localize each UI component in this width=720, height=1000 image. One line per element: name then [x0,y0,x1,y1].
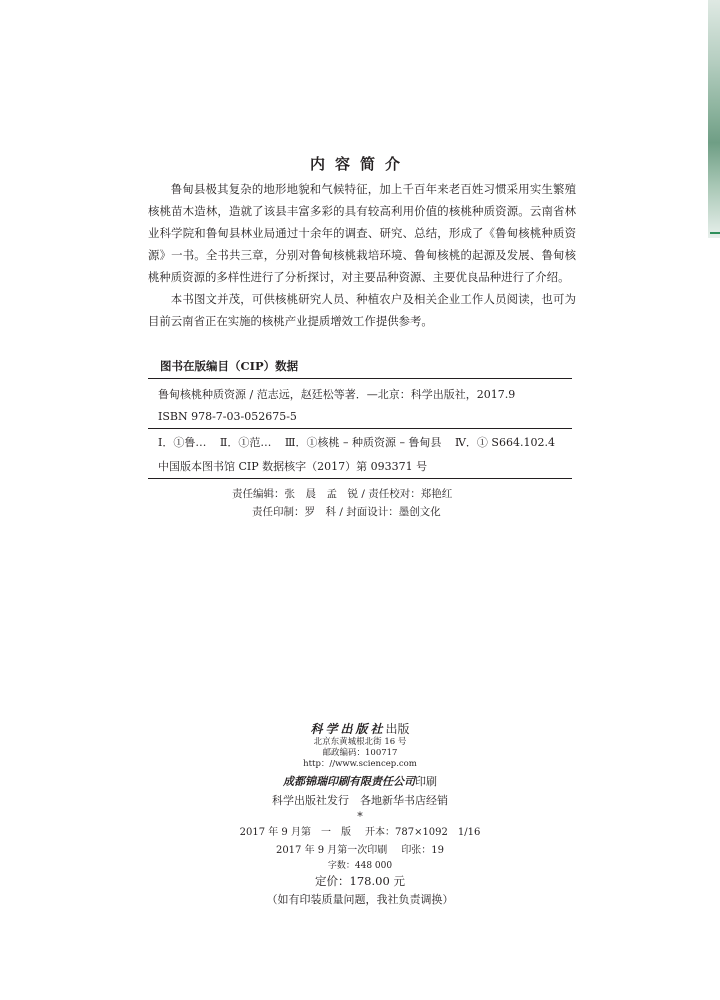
credits-production: 责任印制：罗 科 / 封面设计：墨创文化 [252,506,441,518]
edition-line [0,824,720,842]
printing: 2017 年 9 月第一次印刷 [275,845,388,856]
cip-rule [148,378,572,379]
publication-info [0,720,720,909]
summary-paragraph: 鲁甸县极其复杂的地形地貌和气候特征，加上千百年来老百姓习惯采用实生繁殖核桃苗木造林，造就了该县丰富多彩的具有较高利用价值的核桃种质资源。云南省林业科学院和鲁甸县林业局通过十余年的调查、研究、总结，形成了《鲁甸核桃种质资源》一书。全书共三章，分别对鲁甸核桃栽培环境、鲁甸核桃的起源及发展、鲁甸核桃种质资源的多样性进行了分析探讨，对主要品种资源、主要优良品种进行了介绍。 [148,182,576,284]
summary-paragraph: 本书图文并茂，可供核桃研究人员、种植农户及相关企业工作人员阅读，也可为目前云南省正在实施的核桃产业提质增效工作提供参考。 [148,292,576,328]
word-count: 字数：448 000 [327,861,393,871]
printer-name: 成都锦瑞印刷有限责任公司 [283,775,415,788]
price: 定价：178.00 元 [315,874,405,888]
book-format: 开本：787×1092 1/16 [364,827,481,838]
cip-bibliographic: 鲁甸核桃种质资源 / 范志远，赵廷松等著．—北京：科学出版社，2017.9 [158,388,516,401]
publisher-line [0,720,720,737]
cip-rule [148,428,572,429]
cip-title: 图书在版编目（CIP）数据 [160,359,299,373]
publisher-name: 科学出版社 [310,722,386,736]
cover-photo-edge [708,0,720,238]
publisher-url: http：//www.sciencep.com [303,759,417,769]
decorative-rule [710,232,720,234]
cip-class-item: Ⅳ．① S664.102.4 [454,436,555,449]
publisher-suffix: 出版 [385,722,410,736]
cip-class-item: Ⅱ．①范… [219,436,272,449]
cip-class-item: Ⅲ．①核桃 – 种质资源 – 鲁甸县 [284,436,442,449]
publisher-postcode: 邮政编码：100717 [322,748,398,758]
cip-rule [148,478,572,479]
distribution: 科学出版社发行 各地新华书店经销 [272,794,448,807]
quality-notice: （如有印装质量问题，我社负责调换） [266,893,454,906]
summary-title: 内容简介 [309,155,410,173]
printing-line [0,842,720,860]
cip-isbn: ISBN 978-7-03-052675-5 [158,410,297,423]
credits-editors: 责任编辑：张 晨 孟 锐 / 责任校对：郑艳红 [232,488,453,500]
edition: 2017 年 9 月第 一 版 [239,827,351,838]
publisher-address: 北京东黄城根北街 16 号 [313,737,407,747]
cip-number: 中国版本图书馆 CIP 数据核字（2017）第 093371 号 [158,460,428,473]
cip-classification [158,434,565,450]
sheets: 印张：19 [401,845,445,856]
summary-text [148,178,576,332]
cip-class-item: Ⅰ．①鲁… [158,436,207,449]
printer-suffix: 印刷 [415,775,437,788]
separator-star: * [357,810,363,823]
printer-line [0,773,720,789]
